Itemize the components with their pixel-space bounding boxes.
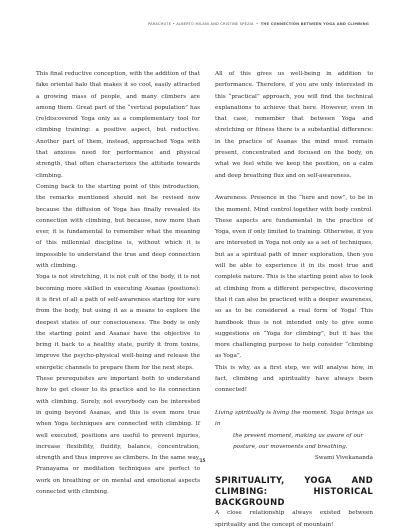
left-column <box>36 69 200 498</box>
body-paragraph: This is why, as a first step, we will analyse how, in fact, climbing and spirituality have always been connected! <box>215 364 373 394</box>
header-separator: • <box>256 22 259 26</box>
body-paragraph: Awareness. Presence in the “here and now”, to be in the moment. Mind control together with body control. These aspects are fundamental in the practice of Yoga, even if only limited to training. Otherwise, if you are interested in Yoga not only as a set of techniques, but as a spiritual path of inner exploration, then you will be able to experience it in its most true and complete nature. This is the starting point also to look at climbing from a different perspective, discovering that it can also be practiced with a deeper awareness, so as to be considered a real form of Yoga! This handbook thus is not intended only to give some suggestions on “Yoga for climbing”, but it has the more challenging purpose to help consider “climbing as Yoga”. <box>215 195 373 360</box>
header-chapter: THE CONNECTION BETWEEN YOGA AND CLIMBING <box>260 22 369 26</box>
header-section: PARACHUTE • ALBERTO MILANI AND CRISTINE SPEZIA <box>148 22 254 26</box>
quote-author: Swami Vivekananda <box>314 455 373 462</box>
quote-line: posture, our movements and breathing. <box>233 443 348 450</box>
quote-line: Living spiritually is living the moment. Yoga brings us in <box>215 409 373 428</box>
body-paragraph: Coming back to the starting point of this introduction, the remarks mentioned should not be revised now because the diffusion of Yoga has finally revealed its connection with climbing, but because, now more than ever, it is fundamental to remember what the meaning of this millennial discipline is, without which it is impossible to understand the true and deep connection with climbing. <box>36 183 200 270</box>
body-paragraph: These prerequisites are important both to understand how to get closer to its practice and to its connection with climbing. Surely, not everybody can be interested in going beyond Asanas, and this is even more true when Yoga techniques are connected with climbing. If well executed, positions are useful to prevent injuries, increase flexibility, fluidity, balance, concentration, strength and thus improve as climbers. In the same way, Pranayama or meditation techniques are perfect to work on breathing or on mental and emotional aspects connected with climbing. <box>36 376 200 495</box>
section-heading: SPIRITUALITY, YOGA AND CLIMBING: HISTORICAL BACKGROUND <box>215 475 373 508</box>
body-paragraph: All of this gives us well-being in addition to performance. Therefore, if you are only interested in this “practical” approach, you will find the technical explanations to achieve that here. However, even in that case, remember that between Yoga and stretching or fitness there is a substantial difference: in the practice of Asanas the mind must remain present, concentrated and focused on the body, on what we feel while we keep the position, on a calm and deep breathing flux and on self-awareness. <box>215 71 373 179</box>
running-header <box>148 22 369 26</box>
body-paragraph: A close relationship always existed between spirituality and the concept of mountain! <box>215 510 373 528</box>
page-number: 15 <box>199 458 206 463</box>
body-paragraph: This final reductive conception, with the addition of that fake oriental halo that makes it so cool, easily attracted a growing mass of people, and many climbers are among them. Great part of the “vertical population” has (re)discovered Yoga only as a complementary tool for climbing training: a positive aspect, but reductive. Another part of them, instead, approached Yoga with that anxious need for performance and physical strength, that often characterizes the attitude towards climbing. <box>36 71 200 179</box>
epigraph-quote <box>215 408 373 464</box>
body-paragraph: Yoga is not stretching, it is not cult of the body, it is not becoming more skilled in executing Asanas (positions): it is first of all a path of self-awareness starting for sure from the body, but using it as a means to explore the deepest states of our consciousness. The body is only the starting point and Asanas have the objective to bring it back to a healthy state, purify it from toxins, improve the psycho-physical well-being and release the energetic channels to prepare them for the next steps. <box>36 274 200 371</box>
quote-line: the present moment, making us aware of our <box>233 432 364 439</box>
